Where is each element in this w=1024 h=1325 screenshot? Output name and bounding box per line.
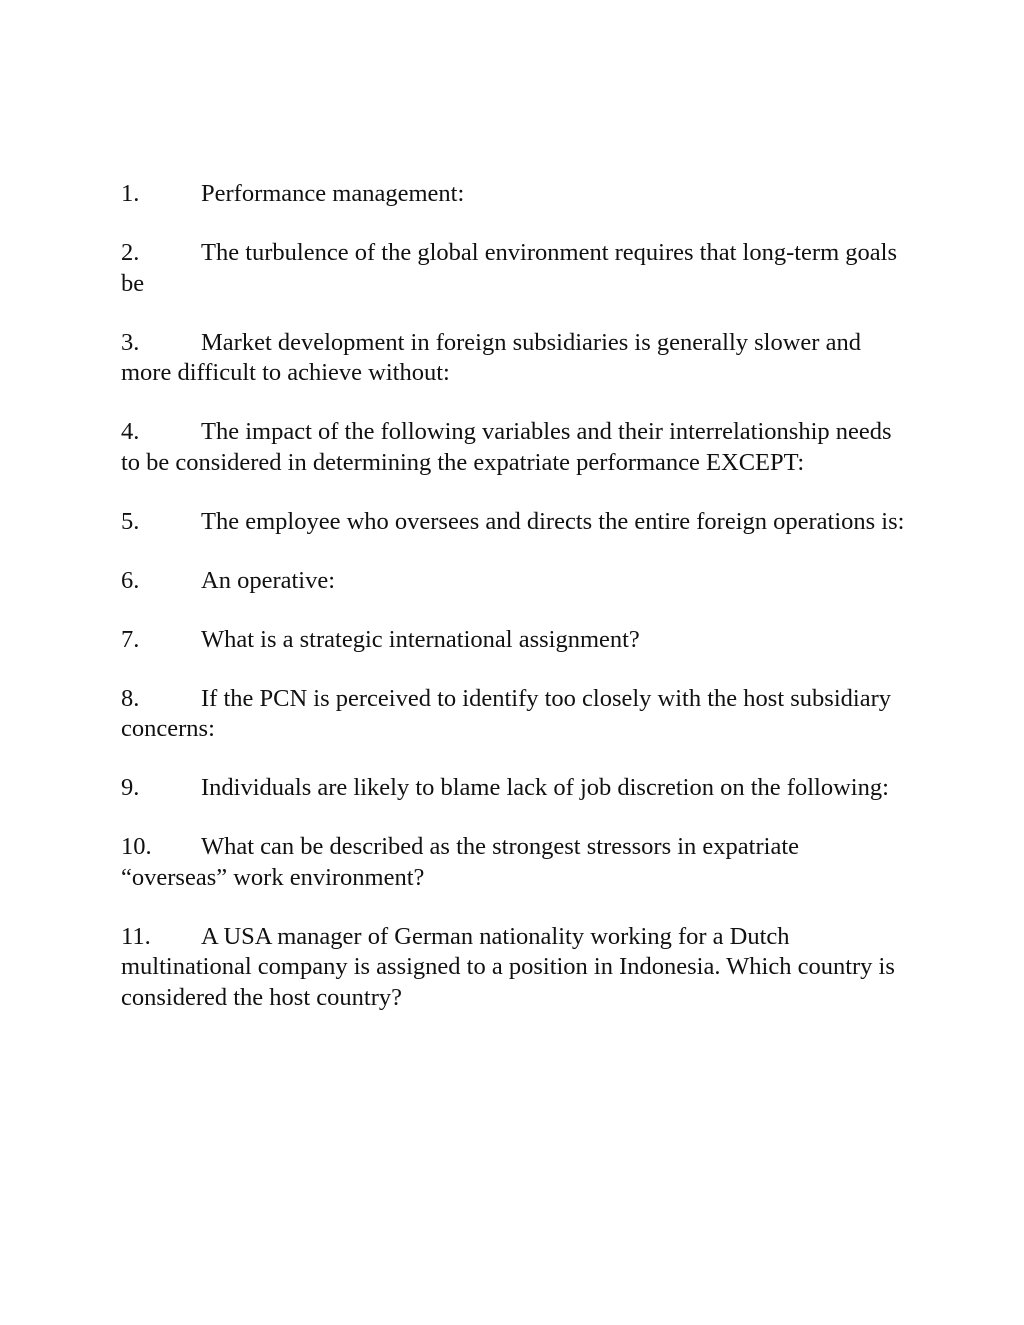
question-text: If the PCN is perceived to identify too closely with the host subsidiary concerns: (121, 684, 891, 742)
question-number: 1. (121, 180, 140, 207)
question-number: 8. (121, 684, 140, 712)
question-number: 11. (121, 922, 151, 950)
question-item (121, 566, 911, 597)
question-text: The employee who oversees and directs the entire foreign operations is: (201, 507, 905, 535)
question-number: 5. (121, 507, 140, 535)
question-number: 10. (121, 833, 152, 860)
question-item (121, 922, 911, 1014)
question-text: An operative: (201, 566, 336, 594)
question-text: What can be described as the strongest stressors in expatriate “overseas” work environment? (121, 833, 800, 891)
question-item (121, 238, 911, 299)
question-item (121, 179, 911, 210)
question-text: The turbulence of the global environment requires that long-term goals be (121, 239, 897, 297)
question-item (121, 328, 911, 389)
question-item (121, 507, 911, 538)
question-number: 7. (121, 625, 140, 653)
question-number: 6. (121, 566, 140, 594)
question-text: A USA manager of German nationality working for a Dutch multinational company is assigned to a position in Indonesia. Which country is considered the host country? (121, 922, 895, 1011)
question-item (121, 625, 911, 656)
question-number: 9. (121, 774, 140, 801)
question-number: 3. (121, 328, 140, 356)
question-item (121, 684, 911, 745)
question-number: 4. (121, 418, 140, 445)
question-number: 2. (121, 239, 140, 266)
question-item (121, 773, 911, 804)
question-list (121, 179, 911, 1042)
question-text: The impact of the following variables and their interrelationship needs to be considered in determining the expatriate performance EXCEPT: (121, 418, 892, 476)
question-item (121, 417, 911, 478)
question-text: What is a strategic international assignment? (201, 625, 640, 653)
question-text: Individuals are likely to blame lack of job discretion on the following: (201, 774, 889, 801)
question-text: Performance management: (201, 180, 465, 207)
question-text: Market development in foreign subsidiaries is generally slower and more difficult to achieve without: (121, 328, 861, 386)
question-item (121, 832, 911, 893)
